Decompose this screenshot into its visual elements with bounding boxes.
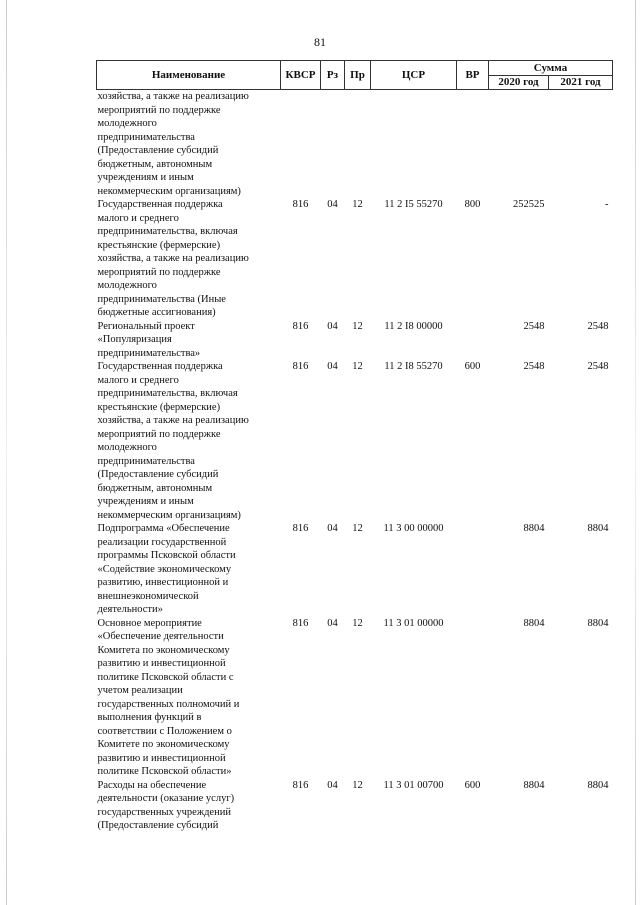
row-csr: 11 3 00 00000 [383,523,444,534]
row-rz [321,90,345,199]
row-name: Расходы на обеспечение деятельности (оказание услуг) государственных учреждений (Предоставление субсидий [97,779,235,831]
row-vr [457,320,489,361]
row-rz: 04 [327,523,338,534]
row-sum-2021: - [605,199,609,210]
row-name: Региональный проект «Популяризация предпринимательства» [97,320,201,359]
row-rz: 04 [327,361,338,372]
row-csr: 11 3 01 00700 [383,779,444,791]
row-sum-2020: 2548 [523,320,545,332]
row-sum-2020: 8804 [523,779,545,791]
header-year-2021: 2021 год [549,76,613,90]
row-pr: 12 [352,779,363,791]
row-csr: 11 2 I8 55270 [384,361,443,372]
row-vr: 600 [464,779,481,791]
row-name: Государственная поддержка малого и среднего предпринимательства, включая крестьянские (фермерские) хозяйства, а также на реализацию мероприятий по поддержке молодежного предпринимательства (Предоставление субсидий бюджетным, автономным учреждениям и иным некоммерческим организациям) [97,361,249,521]
row-kvsr: 816 [292,361,309,372]
row-sum-2021 [549,90,613,199]
row-sum-2021: 8804 [587,523,609,534]
row-csr: 11 2 I8 00000 [384,320,443,332]
table-row [97,522,613,617]
row-sum-2020: 252525 [513,199,545,210]
row-pr: 12 [352,320,363,332]
row-pr: 12 [352,199,363,210]
table-row [97,90,613,199]
budget-table-container [96,60,612,833]
header-vr: ВР [457,61,489,90]
row-kvsr: 816 [292,617,309,629]
table-row [97,617,613,779]
row-rz: 04 [327,779,338,791]
row-vr: 600 [464,361,481,372]
row-name: Государственная поддержка малого и среднего предпринимательства, включая крестьянские (фермерские) хозяйства, а также на реализацию мероприятий по поддержке молодежного предпринимательства (Иные бюджетные ассигнования) [97,199,249,318]
row-kvsr: 816 [292,320,309,332]
row-name: хозяйства, а также на реализацию мероприятий по поддержке молодежного предпринимательства (Предоставление субсидий бюджетным, автономным учреждениям и иным некоммерческим организациям) [97,91,249,197]
row-rz: 04 [327,199,338,210]
row-pr: 12 [352,523,363,534]
row-kvsr: 816 [292,199,309,210]
row-vr [457,617,489,779]
table-row [97,779,613,833]
header-rz: Рз [321,61,345,90]
scan-edge-left [6,0,7,905]
row-rz: 04 [327,617,338,629]
row-kvsr [281,90,321,199]
row-pr: 12 [352,617,363,629]
header-sum: Сумма [489,61,613,76]
header-csr: ЦСР [371,61,457,90]
row-rz: 04 [327,320,338,332]
budget-table [96,60,613,833]
row-csr: 11 2 I5 55270 [384,199,443,210]
table-row [97,360,613,522]
row-name: Подпрограмма «Обеспечение реализации государственной программы Псковской области «Содействие экономическому развитию, инвестиционной и внешнеэкономической деятельности» [97,523,236,615]
row-sum-2020: 8804 [523,523,545,534]
row-name: Основное мероприятие «Обеспечение деятельности Комитета по экономическому развитию и инвестиционной политике Псковской области с учетом реализации государственных полномочий и выполнения функций в соответствии с Положением о Комитете по экономическому развитию и инвестиционной политике Псковской области» [97,617,240,777]
row-kvsr: 816 [292,523,309,534]
row-vr: 800 [464,199,481,210]
row-csr: 11 3 01 00000 [383,617,444,629]
header-pr: Пр [345,61,371,90]
row-vr [457,90,489,199]
row-pr [345,90,371,199]
table-row [97,320,613,361]
row-sum-2021: 8804 [587,779,609,791]
scan-edge-right [635,0,636,905]
row-kvsr: 816 [292,779,309,791]
row-sum-2021: 2548 [587,361,609,372]
row-sum-2021: 8804 [587,617,609,629]
row-sum-2020: 8804 [523,617,545,629]
row-sum-2020 [489,90,549,199]
header-name: Наименование [97,61,281,90]
row-sum-2020: 2548 [523,361,545,372]
header-year-2020: 2020 год [489,76,549,90]
header-kvsr: КВСР [281,61,321,90]
row-sum-2021: 2548 [587,320,609,332]
row-csr [371,90,457,199]
row-pr: 12 [352,361,363,372]
table-row [97,198,613,320]
row-vr [457,522,489,617]
page-number: 81 [314,35,326,49]
